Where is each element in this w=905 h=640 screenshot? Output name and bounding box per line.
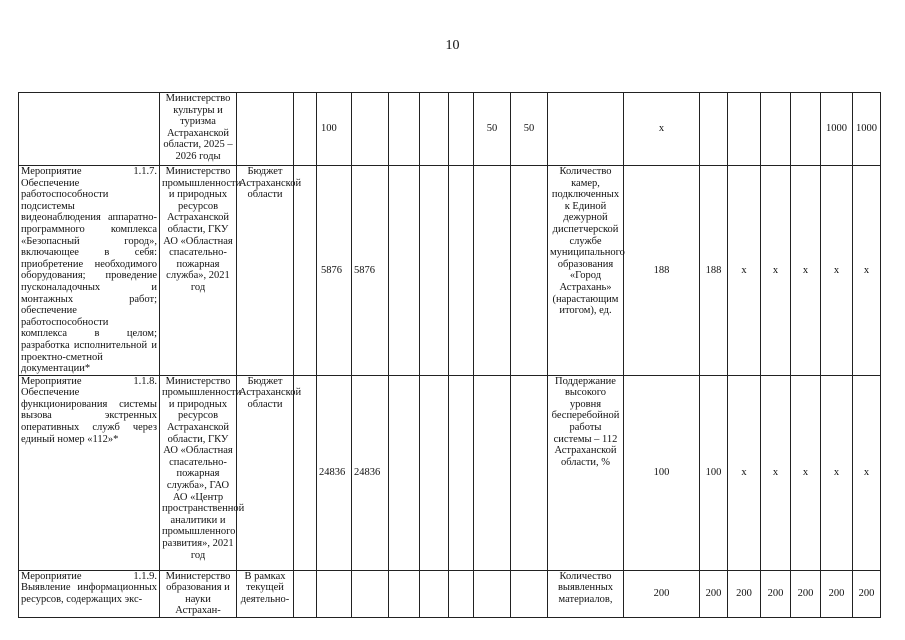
executor-cell: Министерство промышленности и природных ресурсов Астраханской области, ГКУ АО «Областная спасательно-пожарная служба», 2021 год <box>160 166 237 376</box>
target-cell: х <box>821 375 853 570</box>
source-cell <box>237 93 294 166</box>
value-cell <box>511 166 548 376</box>
value-cell <box>449 166 474 376</box>
value-cell <box>352 93 389 166</box>
target-cell: 1000 <box>821 93 853 166</box>
target-cell: 200 <box>700 570 728 617</box>
value-cell <box>474 570 511 617</box>
target-cell: х <box>761 375 791 570</box>
value-cell <box>294 93 317 166</box>
target-cell: 188 <box>624 166 700 376</box>
value-cell <box>389 570 420 617</box>
value-cell <box>317 570 352 617</box>
value-cell <box>294 166 317 376</box>
value-cell <box>474 166 511 376</box>
value-cell <box>449 93 474 166</box>
target-cell: 188 <box>700 166 728 376</box>
target-cell <box>728 93 761 166</box>
source-cell: Бюджет Астраханской области <box>237 166 294 376</box>
target-cell: х <box>761 166 791 376</box>
target-cell: х <box>624 93 700 166</box>
target-cell: х <box>791 375 821 570</box>
target-cell: 200 <box>853 570 881 617</box>
table-row <box>19 166 881 376</box>
activity-cell: Мероприятие 1.1.7. Обеспечение работоспособности подсистемы видеонаблюдения аппаратно-программного комплекса «Безопасный город», включающее в себя: приобретение необходимого оборудования; проведение пусконаладочных и монтажных работ; обеспечение работоспособности комплекса в целом; разработка исполнительной и проектно-сметной документации* <box>19 166 160 376</box>
target-cell: 200 <box>761 570 791 617</box>
value-cell <box>511 375 548 570</box>
value-cell: 50 <box>511 93 548 166</box>
value-cell <box>352 570 389 617</box>
value-cell <box>294 570 317 617</box>
source-cell: В рамках текущей деятельно- <box>237 570 294 617</box>
target-cell <box>700 93 728 166</box>
executor-cell: Министерство культуры и туризма Астраханской области, 2025 – 2026 годы <box>160 93 237 166</box>
value-cell: 100 <box>317 93 352 166</box>
executor-cell: Министерство промышленности и природных ресурсов Астраханской области, ГКУ АО «Областная спасательно-пожарная служба», ГАО АО «Центр пространственной аналитики и промышленного развития», 2021 год <box>160 375 237 570</box>
value-cell <box>420 570 449 617</box>
target-cell: х <box>791 166 821 376</box>
value-cell: 5876 <box>317 166 352 376</box>
target-cell: 100 <box>700 375 728 570</box>
target-cell: 200 <box>728 570 761 617</box>
value-cell <box>474 375 511 570</box>
value-cell: 5876 <box>352 166 389 376</box>
activity-cell: Мероприятие 1.1.9. Выявление информационных ресурсов, содержащих экс- <box>19 570 160 617</box>
executor-cell: Министерство образования и науки Астрахан- <box>160 570 237 617</box>
target-cell: 200 <box>821 570 853 617</box>
value-cell <box>511 570 548 617</box>
indicator-cell <box>548 93 624 166</box>
target-cell: х <box>853 375 881 570</box>
indicator-cell: Поддержание высокого уровня бесперебойной работы системы – 112 Астраханской области, % <box>548 375 624 570</box>
value-cell <box>420 166 449 376</box>
program-table <box>18 92 881 618</box>
value-cell <box>420 93 449 166</box>
target-cell: 200 <box>791 570 821 617</box>
value-cell: 24836 <box>317 375 352 570</box>
table-row <box>19 93 881 166</box>
target-cell: х <box>821 166 853 376</box>
activity-cell <box>19 93 160 166</box>
indicator-cell: Количество камер, подключенных к Единой дежурной диспетчерской службе муниципального образования «Город Астрахань» (нарастающим итогом), ед. <box>548 166 624 376</box>
target-cell: 1000 <box>853 93 881 166</box>
value-cell <box>449 375 474 570</box>
page-number: 10 <box>445 38 460 53</box>
target-cell: х <box>853 166 881 376</box>
table-row <box>19 375 881 570</box>
value-cell <box>389 93 420 166</box>
target-cell: х <box>728 375 761 570</box>
target-cell <box>761 93 791 166</box>
value-cell <box>420 375 449 570</box>
value-cell <box>294 375 317 570</box>
target-cell: х <box>728 166 761 376</box>
value-cell: 50 <box>474 93 511 166</box>
source-cell: Бюджет Астраханской области <box>237 375 294 570</box>
value-cell: 24836 <box>352 375 389 570</box>
value-cell <box>449 570 474 617</box>
indicator-cell: Количество выявленных материалов, <box>548 570 624 617</box>
target-cell: 100 <box>624 375 700 570</box>
target-cell: 200 <box>624 570 700 617</box>
target-cell <box>791 93 821 166</box>
value-cell <box>389 166 420 376</box>
value-cell <box>389 375 420 570</box>
table-row <box>19 570 881 617</box>
activity-cell: Мероприятие 1.1.8. Обеспечение функционирования системы вызова экстренных оперативных служб через единый номер «112»* <box>19 375 160 570</box>
